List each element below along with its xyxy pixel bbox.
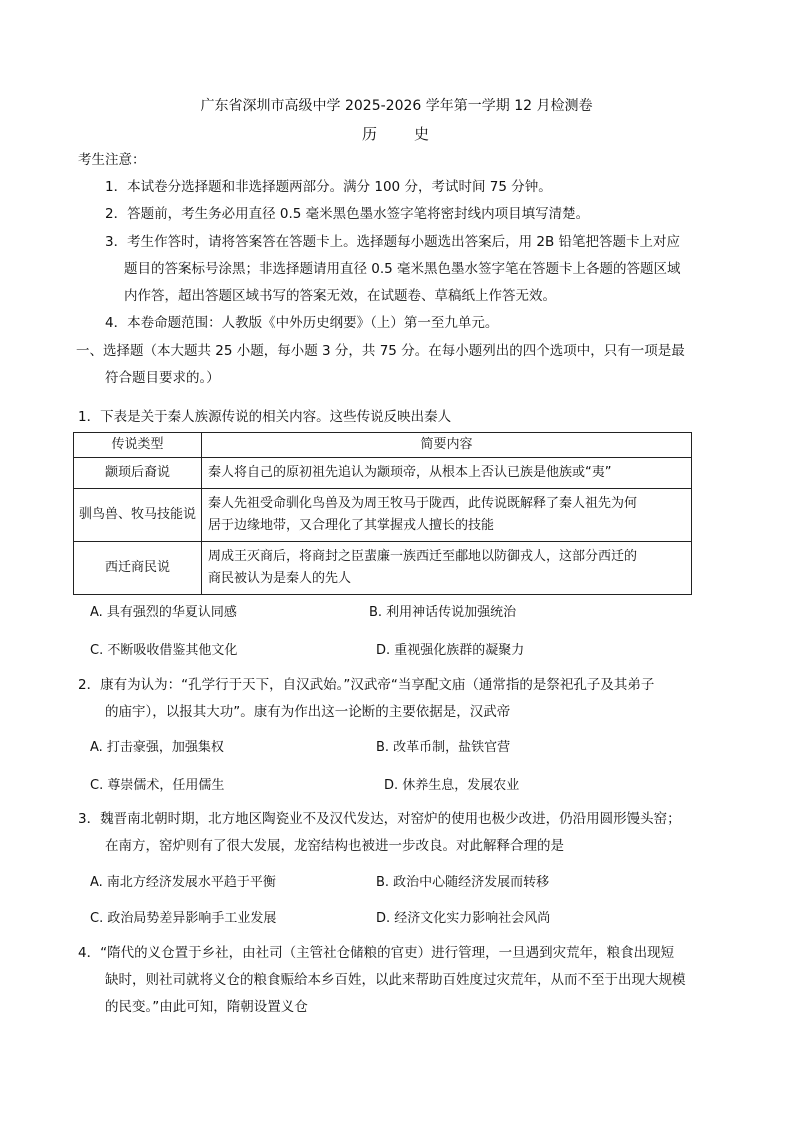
subject-char: 历 — [361, 125, 379, 143]
legend-type: 颛顼后裔说 — [74, 458, 202, 489]
question-2-option-d[interactable]: D. 休养生息，发展农业 — [384, 778, 520, 793]
notice-heading: 考生注意： — [78, 152, 146, 168]
question-2-stem: 2．康有为认为：“孔学行于天下，自汉武始。”汉武帝“当享配文庙（通常指的是祭祀孔子及其弟子 — [78, 677, 655, 693]
question-3-stem-cont: 在南方，窑炉则有了很大发展，龙窑结构也被进一步改良。对此解释合理的是 — [105, 838, 564, 854]
exam-title: 广东省深圳市高级中学 2025-2026 学年第一学期 12 月检测卷 — [200, 98, 593, 114]
subject-char: 史 — [413, 125, 431, 143]
notice-item: 题目的答案标号涂黑；非选择题请用直径 0.5 毫米黑色墨水签字笔在答题卡上各题的答题区域 — [124, 261, 681, 277]
notice-item: 3．考生作答时，请将答案答在答题卡上。选择题每小题选出答案后，用 2B 铅笔把答题卡上对应 — [105, 234, 681, 250]
question-3-stem: 3．魏晋南北朝时期，北方地区陶瓷业不及汉代发达，对窑炉的使用也极少改进，仍沿用圆形馒头窑； — [78, 811, 681, 827]
question-2-stem-cont: 的庙宇），以报其大功”。康有为作出这一论断的主要依据是，汉武帝 — [105, 704, 511, 720]
question-4-stem-cont: 缺时，则社司就将义仓的粮食赈给本乡百姓，以此来帮助百姓度过灾荒年，从而不至于出现大规模 — [105, 972, 686, 988]
notice-item: 4．本卷命题范围：人教版《中外历史纲要》（上）第一至九单元。 — [105, 315, 499, 331]
legend-content-line: 居于边缘地带，又合理化了其掌握戎人擅长的技能 — [208, 518, 495, 533]
question-1-option-b[interactable]: B. 利用神话传说加强统治 — [369, 605, 517, 620]
table-header-cell: 传说类型 — [74, 433, 202, 458]
question-3-option-a[interactable]: A. 南北方经济发展水平趋于平衡 — [90, 875, 276, 890]
question-1-option-d[interactable]: D. 重视强化族群的凝聚力 — [376, 643, 525, 658]
question-2-option-b[interactable]: B. 改革币制，盐铁官营 — [376, 740, 511, 755]
question-1-option-a[interactable]: A. 具有强烈的华夏认同感 — [90, 605, 237, 620]
section-heading: 一、选择题（本大题共 25 小题，每小题 3 分，共 75 分。在每小题列出的四个选项中，只有一项是最 — [76, 343, 685, 359]
legend-content — [202, 542, 692, 595]
notice-item: 1．本试卷分选择题和非选择题两部分。满分 100 分，考试时间 75 分钟。 — [105, 179, 552, 195]
question-3-option-c[interactable]: C. 政治局势差异影响手工业发展 — [90, 911, 277, 926]
question-4-stem-cont: 的民变。”由此可知，隋朝设置义仓 — [105, 999, 308, 1015]
table-row — [74, 542, 692, 595]
table-row — [74, 458, 692, 489]
section-heading-cont: 符合题目要求的。） — [105, 370, 220, 386]
legend-content-line: 周成王灭商后，将商封之臣蜚廉一族西迁至郙地以防御戎人，这部分西迁的 — [208, 549, 638, 564]
legend-content — [202, 489, 692, 542]
table-header-row — [74, 433, 692, 458]
legend-content — [202, 458, 692, 489]
subject-name — [0, 123, 793, 144]
question-2-option-c[interactable]: C. 尊崇儒术，任用儒生 — [90, 778, 225, 793]
table-header-cell: 简要内容 — [202, 433, 692, 458]
legend-type: 西迁商民说 — [74, 542, 202, 595]
question-3-option-d[interactable]: D. 经济文化实力影响社会风尚 — [376, 911, 551, 926]
question-1-stem: 1．下表是关于秦人族源传说的相关内容。这些传说反映出秦人 — [78, 409, 452, 425]
legend-content-line: 商民被认为是秦人的先人 — [208, 571, 352, 586]
legend-content-line: 秦人先祖受命驯化鸟兽及为周王牧马于陇西，此传说既解释了秦人祖先为何 — [208, 496, 638, 511]
question-2-option-a[interactable]: A. 打击豪强，加强集权 — [90, 740, 224, 755]
notice-item: 内作答，超出答题区域书写的答案无效，在试题卷、草稿纸上作答无效。 — [124, 288, 556, 304]
question-4-stem: 4．“隋代的义仓置于乡社，由社司（主管社仓储粮的官吏）进行管理，一旦遇到灾荒年，粮食出现短 — [78, 945, 675, 961]
legend-type: 驯鸟兽、牧马技能说 — [74, 489, 202, 542]
notice-item: 2．答题前，考生务必用直径 0.5 毫米黑色墨水签字笔将密封线内项目填写清楚。 — [105, 206, 590, 222]
question-3-option-b[interactable]: B. 政治中心随经济发展而转移 — [376, 875, 550, 890]
legend-content-line: 秦人将自己的原初祖先追认为颛顼帝，从根本上否认已族是他族或“夷” — [208, 465, 612, 480]
legend-table — [73, 432, 692, 595]
question-1-option-c[interactable]: C. 不断吸收借鉴其他文化 — [90, 643, 238, 658]
table-row — [74, 489, 692, 542]
